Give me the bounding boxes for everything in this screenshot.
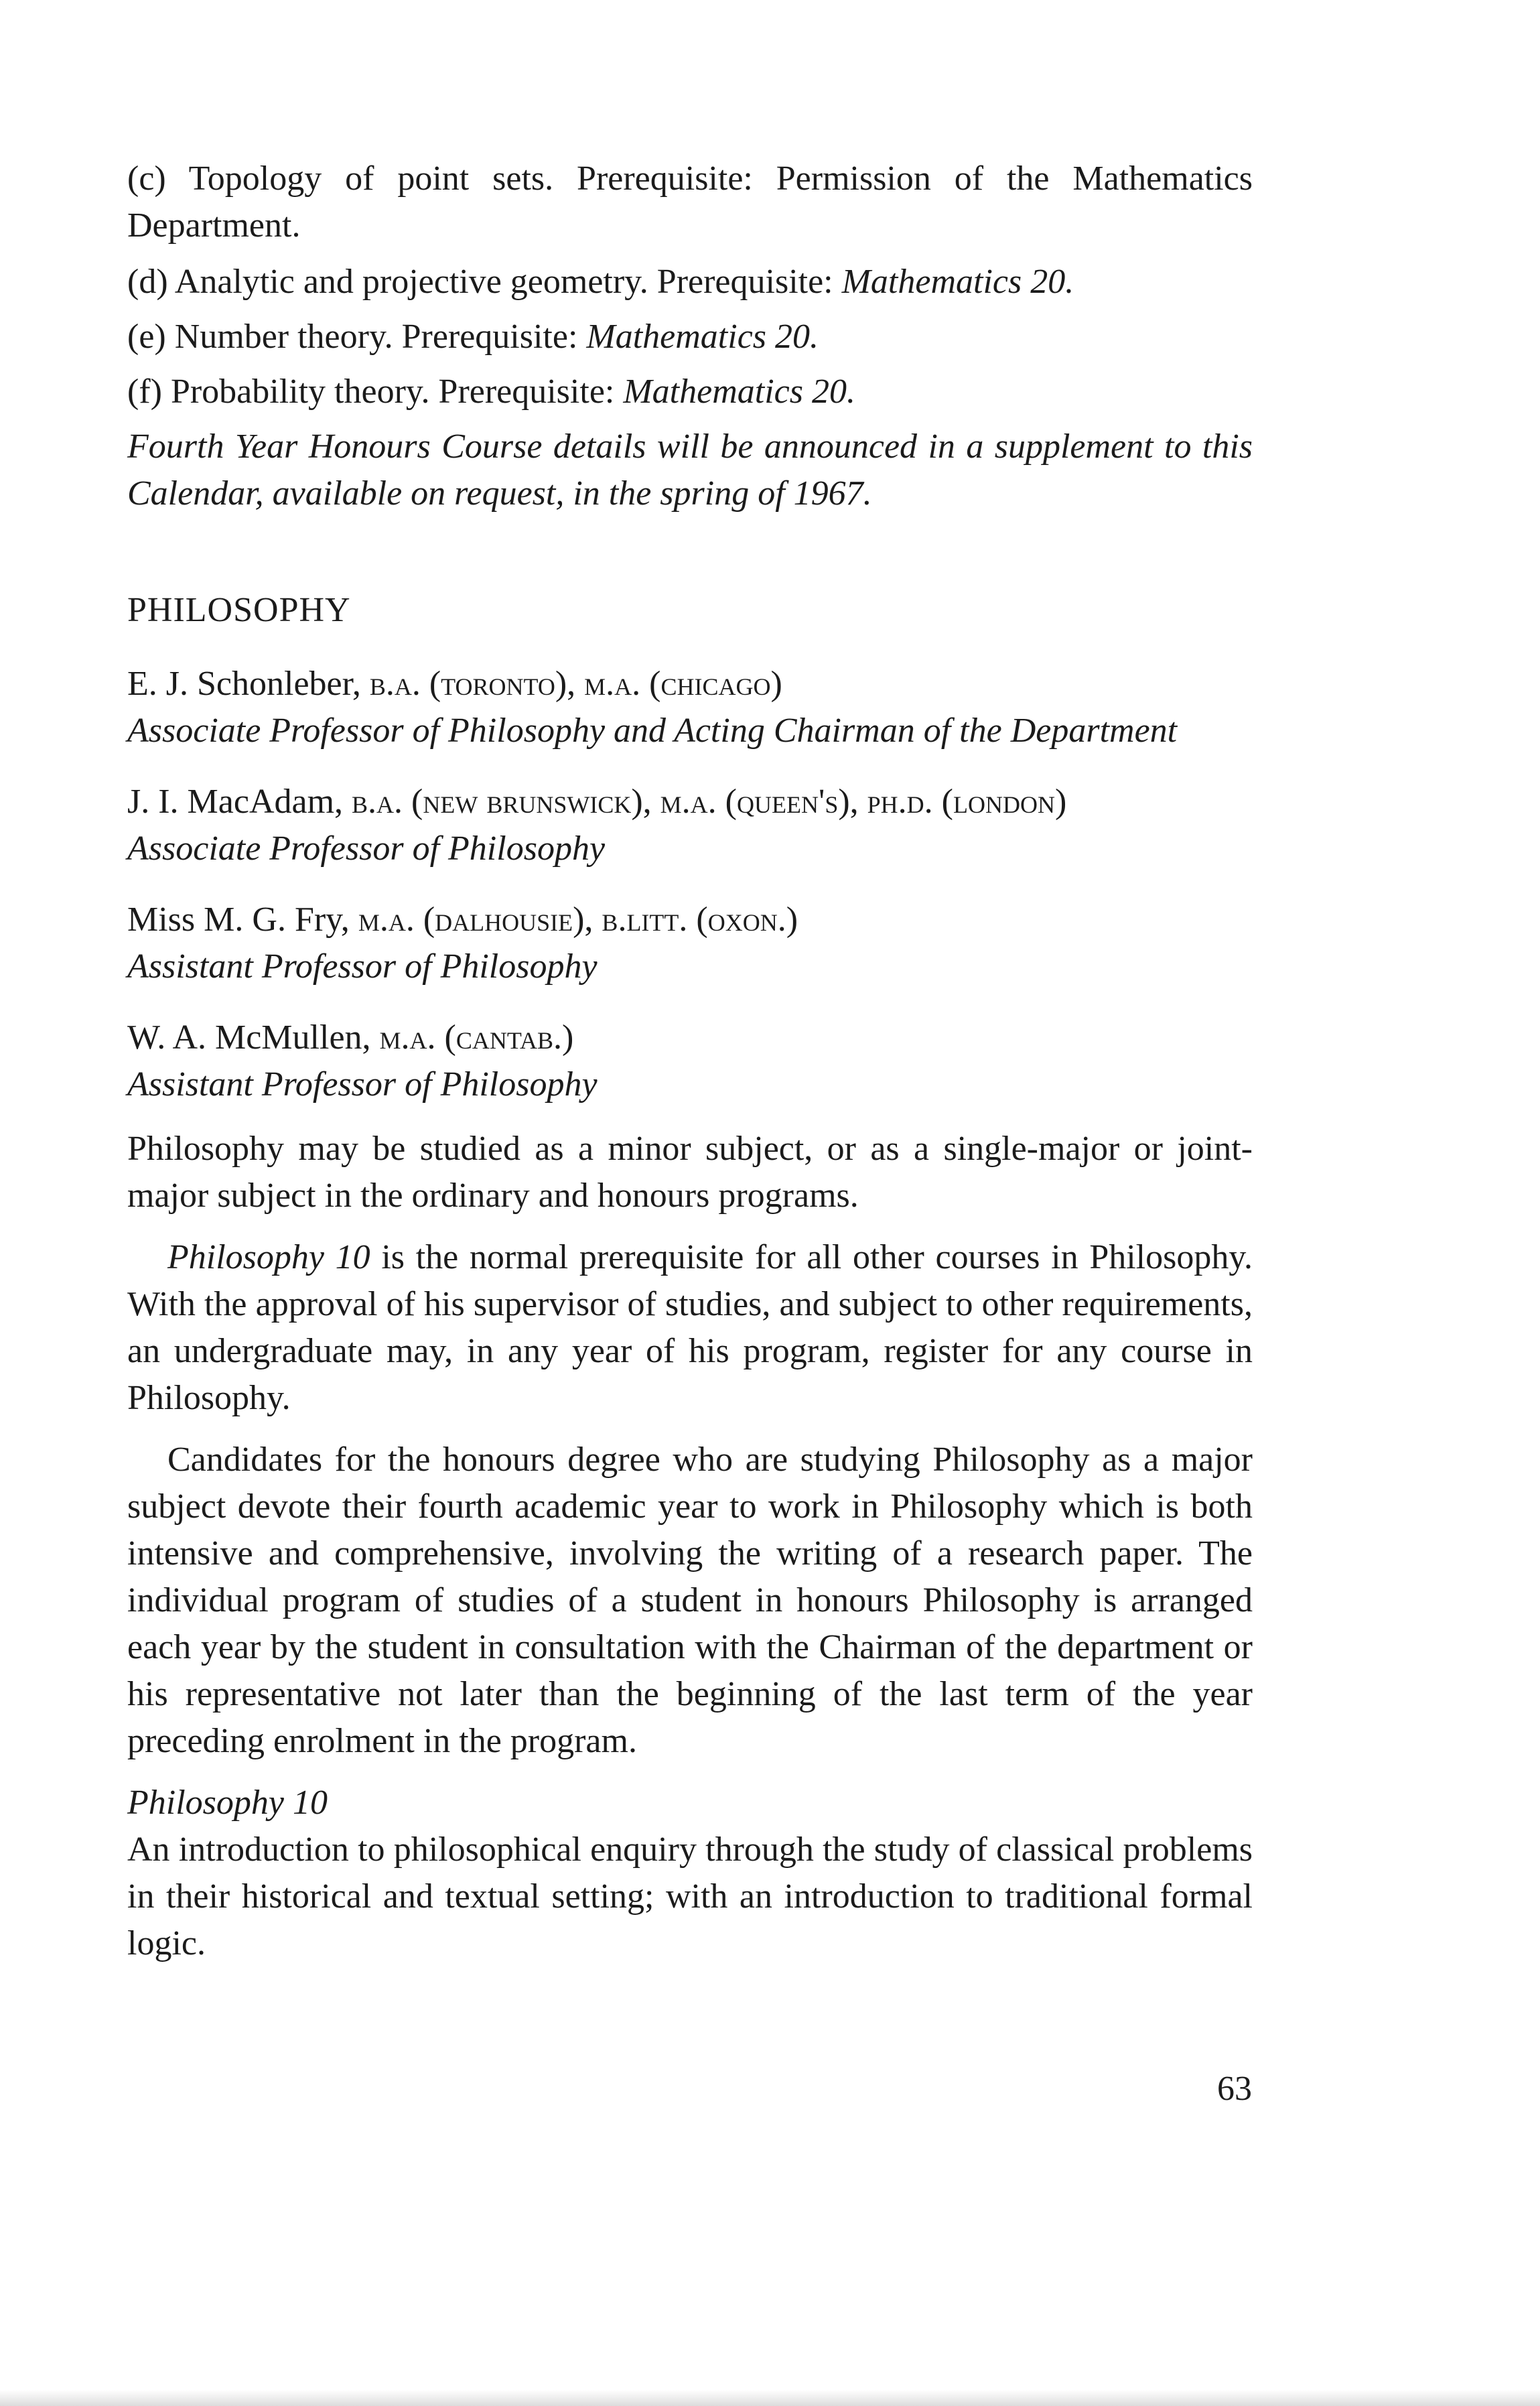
course-title: Philosophy 10: [127, 1784, 328, 1822]
page-content: [127, 155, 1253, 1967]
faculty-role: Assistant Professor of Philosophy: [127, 1065, 598, 1104]
intro-paragraph: Philosophy may be studied as a minor subject, or as a single-major or joint-major subject in the ordinary and honours programs.: [127, 1130, 1253, 1215]
faculty-name-line: [127, 661, 1253, 708]
math-item-f: [127, 369, 1253, 415]
faculty-name-line: [127, 779, 1253, 825]
faculty-degrees: m.a. (cantab.): [379, 1018, 574, 1057]
faculty-name: Miss M. G. Fry,: [127, 900, 358, 939]
honours-note: Fourth Year Honours Course details will be announced in a supplement to this Calendar, available on request, in the spring of 1967.: [127, 427, 1253, 513]
math-item-f-prereq: Mathematics 20.: [623, 373, 855, 411]
faculty-name: E. J. Schonleber,: [127, 665, 370, 703]
page-number: 63: [1217, 2070, 1252, 2108]
math-item-c: (c) Topology of point sets. Prerequisite: Permission of the Mathematics Department.: [127, 159, 1253, 245]
math-item-d-prereq: Mathematics 20.: [841, 263, 1074, 301]
section-heading: PHILOSOPHY: [127, 591, 351, 629]
prerequisite-text: is the normal prerequisite for all other courses in Philosophy. With the approval of his supervisor of studies, and subject to other requirements, an undergraduate may, in any year of his program, register for any course in Philosophy.: [127, 1238, 1253, 1417]
faculty-name-line: [127, 896, 1253, 943]
math-item-f-text: (f) Probability theory. Prerequisite:: [127, 373, 624, 411]
page-bottom-edge: [0, 2390, 1540, 2406]
math-item-e: [127, 314, 1253, 360]
faculty-degrees: m.a. (dalhousie), b.litt. (oxon.): [358, 900, 798, 939]
course-reference: Philosophy 10: [167, 1238, 370, 1276]
faculty-degrees: b.a. (new brunswick), m.a. (queen's), ph.d. (london): [352, 783, 1067, 821]
prerequisite-paragraph: [127, 1234, 1253, 1422]
faculty-name-line: [127, 1014, 1253, 1061]
faculty-role: Associate Professor of Philosophy and Acting Chairman of the Department: [127, 712, 1178, 750]
faculty-entry: [127, 661, 1253, 754]
math-item-e-text: (e) Number theory. Prerequisite:: [127, 318, 587, 356]
course-description: An introduction to philosophical enquiry through the study of classical problems in their historical and textual setting; with an introduction to traditional formal logic.: [127, 1830, 1253, 1962]
faculty-name: J. I. MacAdam,: [127, 783, 352, 821]
faculty-role: Associate Professor of Philosophy: [127, 829, 606, 868]
math-item-e-prereq: Mathematics 20.: [586, 318, 819, 356]
faculty-role: Assistant Professor of Philosophy: [127, 947, 598, 986]
faculty-entry: [127, 779, 1253, 872]
math-item-d: [127, 259, 1253, 306]
faculty-entry: [127, 1014, 1253, 1108]
math-item-d-text: (d) Analytic and projective geometry. Prerequisite:: [127, 263, 842, 301]
faculty-degrees: b.a. (toronto), m.a. (chicago): [369, 665, 782, 703]
faculty-name: W. A. McMullen,: [127, 1018, 380, 1057]
honours-paragraph: Candidates for the honours degree who are studying Philosophy as a major subject devote their fourth academic year to work in Philosophy which is both intensive and comprehensive, involving the writing of a research paper. The individual program of studies of a student in honours Philosophy is arranged each year by the student in consultation with the Chairman of the department or his representative not later than the beginning of the last term of the year preceding enrolment in the program.: [127, 1441, 1253, 1760]
faculty-entry: [127, 896, 1253, 990]
